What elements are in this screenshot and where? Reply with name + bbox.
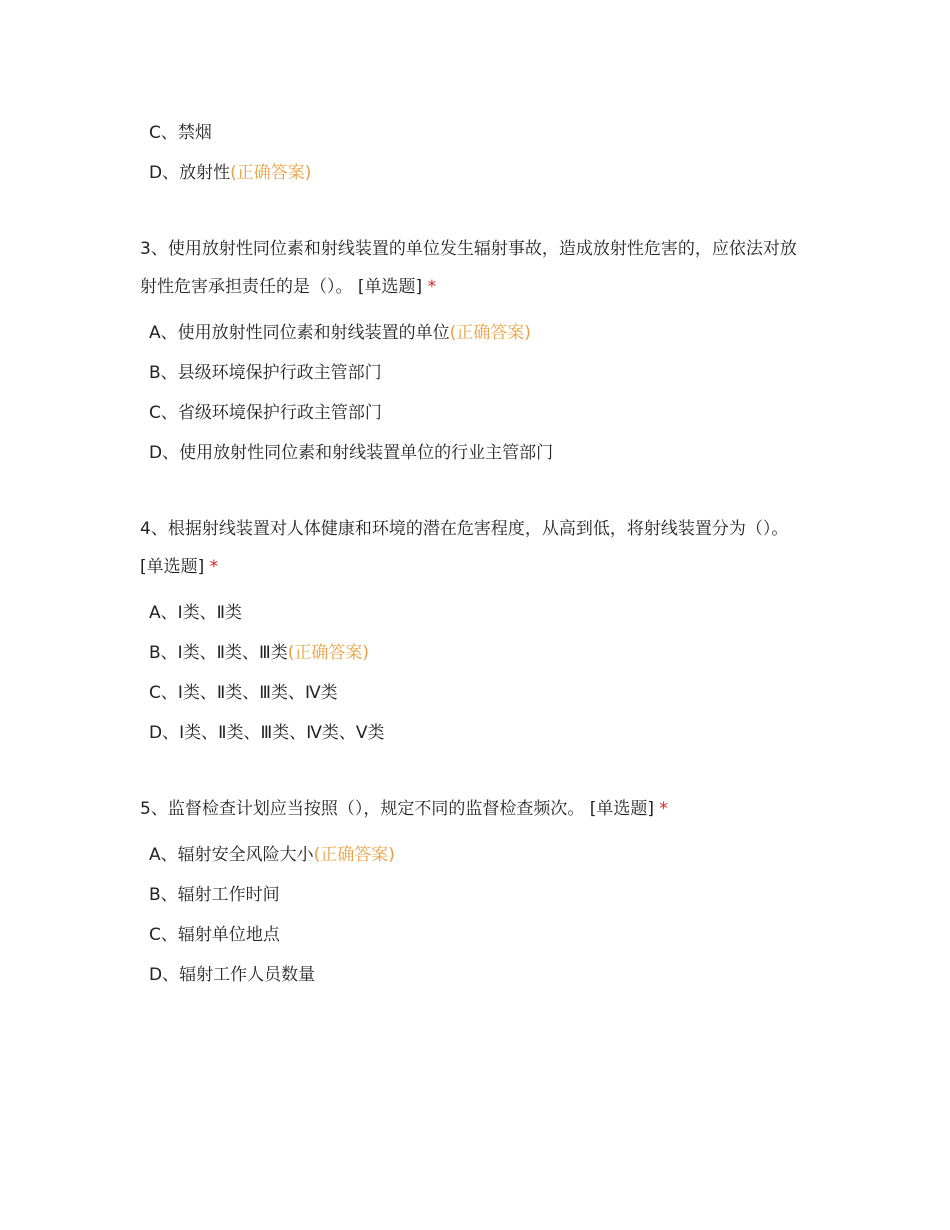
required-mark: * <box>427 277 437 297</box>
question-title <box>0 230 810 306</box>
correct-answer-label: (正确答案) <box>230 163 312 183</box>
option-text: B、辐射工作时间 <box>149 885 280 905</box>
option-item[interactable] <box>0 353 950 393</box>
question-text: 3、使用放射性同位素和射线装置的单位发生辐射事故，造成放射性危害的，应依法对放射性危害承担责任的是（）。 <box>140 239 797 297</box>
option-text: D、使用放射性同位素和射线装置单位的行业主管部门 <box>149 443 554 463</box>
option-text: B、Ⅰ类、Ⅱ类、Ⅲ类 <box>149 643 288 663</box>
option-text: C、Ⅰ类、Ⅱ类、Ⅲ类、Ⅳ类 <box>149 683 338 703</box>
option-text: A、辐射安全风险大小 <box>149 845 314 865</box>
option-text: A、使用放射性同位素和射线装置的单位 <box>149 323 450 343</box>
option-item[interactable] <box>0 835 950 875</box>
option-item[interactable] <box>0 593 950 633</box>
option-text: C、省级环境保护行政主管部门 <box>149 403 382 423</box>
question-title <box>0 510 810 586</box>
option-item[interactable] <box>0 313 950 353</box>
required-mark: * <box>209 557 219 577</box>
option-text: D、辐射工作人员数量 <box>149 965 316 985</box>
option-item[interactable] <box>0 955 950 995</box>
option-text: D、Ⅰ类、Ⅱ类、Ⅲ类、Ⅳ类、Ⅴ类 <box>149 723 385 743</box>
question-text: 5、监督检查计划应当按照（），规定不同的监督检查频次。 <box>140 799 585 819</box>
correct-answer-label: (正确答案) <box>449 323 531 343</box>
question-type: [单选题] <box>589 799 654 819</box>
option-text: B、县级环境保护行政主管部门 <box>149 363 382 383</box>
survey-document <box>0 113 950 995</box>
option-item[interactable] <box>0 915 950 955</box>
question-title <box>0 790 810 828</box>
correct-answer-label: (正确答案) <box>287 643 370 663</box>
option-item[interactable] <box>0 153 950 193</box>
option-item[interactable] <box>0 633 950 673</box>
option-text: C、禁烟 <box>149 123 212 143</box>
question-text: 4、根据射线装置对人体健康和环境的潜在危害程度，从高到低，将射线装置分为（）。 <box>140 519 789 539</box>
option-item[interactable] <box>0 673 950 713</box>
option-text: D、放射性 <box>149 163 231 183</box>
option-text: A、Ⅰ类、Ⅱ类 <box>149 603 243 623</box>
option-item[interactable] <box>0 113 950 153</box>
question-type: [单选题] <box>140 557 205 577</box>
required-mark: * <box>659 799 668 819</box>
option-item[interactable] <box>0 713 950 753</box>
question-type: [单选题] <box>357 277 423 297</box>
option-item[interactable] <box>0 433 950 473</box>
option-item[interactable] <box>0 875 950 915</box>
option-item[interactable] <box>0 393 950 433</box>
correct-answer-label: (正确答案) <box>313 845 395 865</box>
option-text: C、辐射单位地点 <box>149 925 280 945</box>
